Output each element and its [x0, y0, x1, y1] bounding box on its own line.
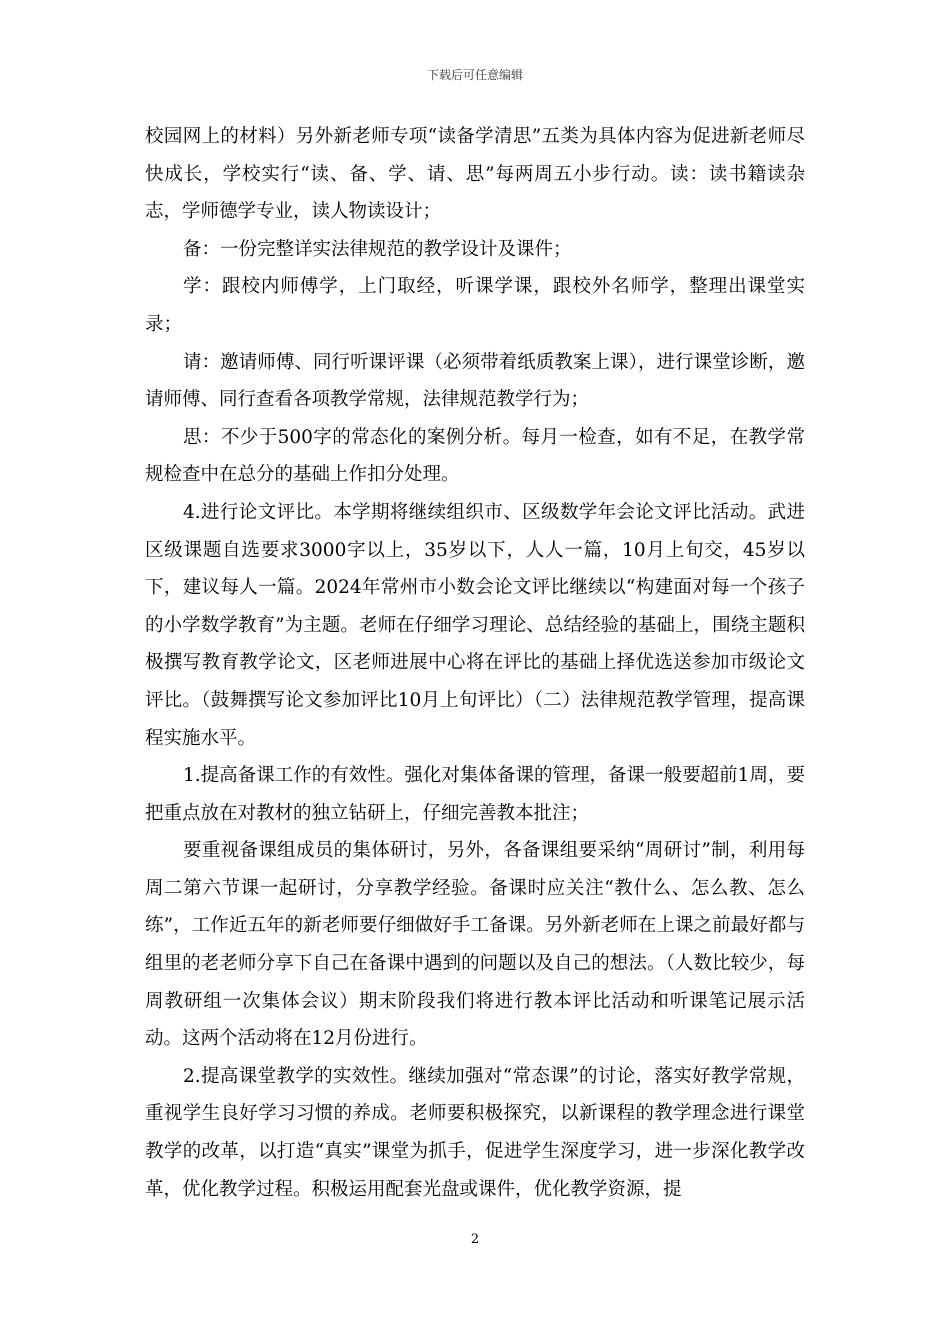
paragraph-2: 备：一份完整详实法律规范的教学设计及课件；: [183, 238, 572, 260]
page-header: 下载后可任意编辑: [426, 68, 523, 82]
paragraph-8: 要重视备课组成员的集体研讨，另外，各备课组要采纳“周研讨”制，利用每周二第六节课一起研讨，分享教学经验。备课时应关注“教什么、怎么教、怎么练”，工作近五年的新老师要仔细做好手工备课。另外新老师在上课之前最好都与组里的老老师分享下自己在备课中遇到的问题以及自己的想法。（人数比较少，每周教研组一次集体会议）期末阶段我们将进行教本评比活动和听课笔记展示活动。这两个活动将在12月份进行。: [145, 840, 805, 1050]
paragraph-9: 2.提高课堂教学的实效性。继续加强对“常态课”的讨论，落实好教学常规，重视学生良好学习习惯的养成。老师要积极探究，以新课程的教学理念进行课堂教学的改革，以打造“真实”课堂为抓手，促进学生深度学习，进一步深化教学改革，优化教学过程。积极运用配套光盘或课件，优化教学资源，提: [145, 1065, 805, 1200]
paragraph-7: 1.提高备课工作的有效性。强化对集体备课的管理，备课一般要超前1周，要把重点放在对教材的独立钻研上，仔细完善教本批注；: [145, 765, 805, 824]
paragraph-4: 请：邀请师傅、同行听课评课（必须带着纸质教案上课），进行课堂诊断，邀请师傅、同行查看各项教学常规，法律规范教学行为；: [145, 351, 805, 411]
page-number: 2: [470, 1232, 480, 1247]
document-body: [145, 118, 805, 1208]
paragraph-3: 学：跟校内师傅学，上门取经，听课学课，跟校外名师学，整理出课堂实录；: [145, 276, 805, 335]
paragraph-6: 4.进行论文评比。本学期将继续组织市、区级数学年会论文评比活动。武进区级课题自选要求3000字以上，35岁以下，人人一篇，10月上旬交，45岁以下，建议每人一篇。2024年常州市小数会论文评比继续以“构建面对每一个孩子的小学数学教育”为主题。老师在仔细学习理论、总结经验的基础上，围绕主题积极撰写教育教学论文，区老师进展中心将在评比的基础上择优选送参加市级论文评比。（鼓舞撰写论文参加评比10月上旬评比）（二）法律规范教学管理，提高课程实施水平。: [145, 501, 805, 749]
paragraph-1: 校园网上的材料）另外新老师专项“读备学清思”五类为具体内容为促进新老师尽快成长，学校实行“读、备、学、请、思”每两周五小步行动。读：读书籍读杂志，学师德学专业，读人物读设计；: [145, 126, 805, 223]
paragraph-5: 思：不少于500字的常态化的案例分析。每月一检查，如有不足，在教学常规检查中在总分的基础上作扣分处理。: [145, 426, 805, 486]
